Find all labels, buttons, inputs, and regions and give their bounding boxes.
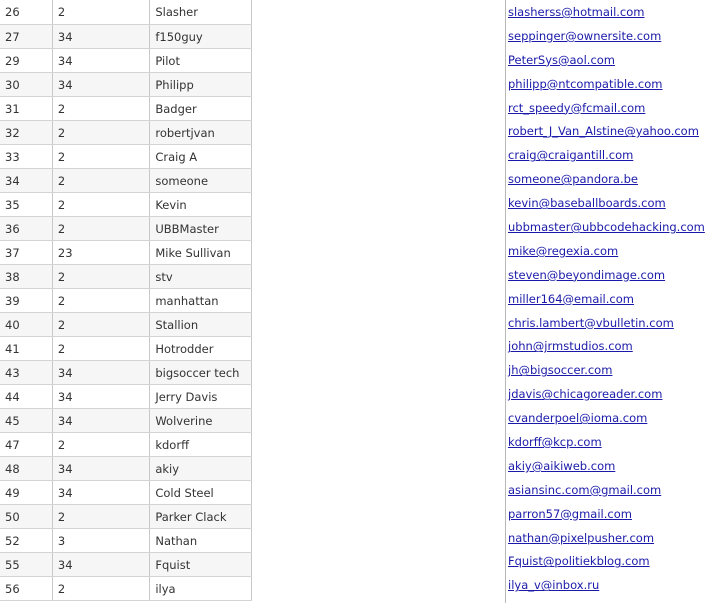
user-group-cell: 34 [52, 457, 149, 481]
email-row [506, 526, 728, 550]
user-group-cell: 2 [52, 0, 149, 25]
user-id-cell: 36 [0, 217, 52, 241]
email-row [506, 72, 728, 96]
email-link[interactable]: philipp@ntcompatible.com [508, 76, 663, 91]
email-row [506, 334, 728, 358]
email-link[interactable]: kevin@baseballboards.com [508, 196, 666, 211]
email-row [506, 0, 728, 24]
user-id-cell: 44 [0, 385, 52, 409]
email-link[interactable]: jh@bigsoccer.com [508, 363, 613, 378]
username-cell: Jerry Davis [150, 385, 252, 409]
table-row [0, 121, 252, 145]
table-row [0, 457, 252, 481]
email-row [506, 502, 728, 526]
email-link[interactable]: PeterSys@aol.com [508, 52, 616, 67]
user-group-cell: 2 [52, 265, 149, 289]
username-cell: akiy [150, 457, 252, 481]
email-row [506, 215, 728, 239]
table-row [0, 217, 252, 241]
table-row [0, 337, 252, 361]
table-row [0, 73, 252, 97]
username-cell: Nathan [150, 529, 252, 553]
username-cell: someone [150, 169, 252, 193]
email-row [506, 24, 728, 48]
email-row [506, 573, 728, 597]
table-row [0, 361, 252, 385]
email-link[interactable]: steven@beyondimage.com [508, 267, 666, 282]
username-cell: manhattan [150, 289, 252, 313]
email-link[interactable]: craig@craigantill.com [508, 148, 634, 163]
username-cell: Parker Clack [150, 505, 252, 529]
user-id-cell: 35 [0, 193, 52, 217]
email-link[interactable]: ilya_v@inbox.ru [508, 578, 600, 593]
email-link[interactable]: john@jrmstudios.com [508, 339, 633, 354]
user-id-cell: 47 [0, 433, 52, 457]
user-group-cell: 2 [52, 145, 149, 169]
table-row [0, 289, 252, 313]
email-row [506, 263, 728, 287]
table-row [0, 0, 252, 25]
email-link[interactable]: parron57@gmail.com [508, 506, 632, 521]
table-row [0, 25, 252, 49]
table-row [0, 49, 252, 73]
user-id-cell: 39 [0, 289, 52, 313]
user-table-body [0, 0, 252, 601]
username-cell: Mike Sullivan [150, 241, 252, 265]
user-id-cell: 50 [0, 505, 52, 529]
table-row [0, 553, 252, 577]
email-link[interactable]: asiansinc.com@gmail.com [508, 482, 662, 497]
username-cell: Hotrodder [150, 337, 252, 361]
username-cell: kdorff [150, 433, 252, 457]
email-link[interactable]: jdavis@chicagoreader.com [508, 387, 663, 402]
user-group-cell: 2 [52, 121, 149, 145]
username-cell: Stallion [150, 313, 252, 337]
table-row [0, 505, 252, 529]
table-row [0, 145, 252, 169]
table-row [0, 433, 252, 457]
email-row [506, 167, 728, 191]
username-cell: f150guy [150, 25, 252, 49]
email-row [506, 382, 728, 406]
email-link[interactable]: kdorff@kcp.com [508, 435, 602, 450]
email-row [506, 191, 728, 215]
email-row [506, 454, 728, 478]
user-group-cell: 3 [52, 529, 149, 553]
email-link[interactable]: someone@pandora.be [508, 172, 638, 187]
user-id-cell: 48 [0, 457, 52, 481]
user-group-cell: 34 [52, 481, 149, 505]
user-group-cell: 34 [52, 553, 149, 577]
email-row [506, 430, 728, 454]
user-group-cell: 23 [52, 241, 149, 265]
user-id-cell: 27 [0, 25, 52, 49]
user-id-cell: 49 [0, 481, 52, 505]
email-row [506, 358, 728, 382]
username-cell: Craig A [150, 145, 252, 169]
user-group-cell: 2 [52, 169, 149, 193]
email-link[interactable]: chris.lambert@vbulletin.com [508, 315, 674, 330]
email-row [506, 119, 728, 143]
email-row [506, 478, 728, 502]
user-id-cell: 38 [0, 265, 52, 289]
user-id-cell: 52 [0, 529, 52, 553]
email-link[interactable]: seppinger@ownersite.com [508, 28, 662, 43]
username-cell: robertjvan [150, 121, 252, 145]
user-id-cell: 33 [0, 145, 52, 169]
user-group-cell: 2 [52, 337, 149, 361]
table-row [0, 193, 252, 217]
table-row [0, 385, 252, 409]
email-row [506, 406, 728, 430]
table-row [0, 313, 252, 337]
email-link[interactable]: Fquist@politiekblog.com [508, 554, 650, 569]
email-link[interactable]: slasherss@hotmail.com [508, 5, 645, 19]
user-id-cell: 43 [0, 361, 52, 385]
user-group-cell: 2 [52, 505, 149, 529]
user-table [0, 0, 252, 601]
table-row [0, 169, 252, 193]
user-group-cell: 34 [52, 385, 149, 409]
table-row [0, 265, 252, 289]
email-row [506, 287, 728, 311]
user-group-cell: 34 [52, 25, 149, 49]
user-group-cell: 34 [52, 361, 149, 385]
email-link[interactable]: nathan@pixelpusher.com [508, 530, 655, 545]
user-id-cell: 55 [0, 553, 52, 577]
email-link[interactable]: miller164@email.com [508, 291, 634, 306]
email-link[interactable]: robert_J_Van_Alstine@yahoo.com [508, 124, 699, 139]
username-cell: ilya [150, 577, 252, 601]
username-cell: stv [150, 265, 252, 289]
user-id-cell: 37 [0, 241, 52, 265]
username-cell: Pilot [150, 49, 252, 73]
email-column [505, 0, 728, 603]
user-id-cell: 56 [0, 577, 52, 601]
table-row [0, 409, 252, 433]
email-row [506, 96, 728, 120]
user-group-cell: 2 [52, 433, 149, 457]
email-row [506, 143, 728, 167]
email-link[interactable]: akiy@aikiweb.com [508, 458, 616, 473]
username-cell: Wolverine [150, 409, 252, 433]
user-group-cell: 2 [52, 313, 149, 337]
username-cell: Philipp [150, 73, 252, 97]
user-group-cell: 2 [52, 217, 149, 241]
username-cell: UBBMaster [150, 217, 252, 241]
table-row [0, 529, 252, 553]
user-id-cell: 34 [0, 169, 52, 193]
email-row [506, 239, 728, 263]
table-row [0, 241, 252, 265]
user-id-cell: 45 [0, 409, 52, 433]
user-group-cell: 2 [52, 577, 149, 601]
username-cell: Fquist [150, 553, 252, 577]
user-group-cell: 34 [52, 49, 149, 73]
user-group-cell: 34 [52, 73, 149, 97]
user-id-cell: 31 [0, 97, 52, 121]
username-cell: bigsoccer tech [150, 361, 252, 385]
email-link[interactable]: rct_speedy@fcmail.com [508, 100, 646, 115]
username-cell: Slasher [150, 0, 252, 25]
username-cell: Badger [150, 97, 252, 121]
email-link[interactable]: mike@regexia.com [508, 243, 619, 258]
username-cell: Kevin [150, 193, 252, 217]
user-id-cell: 26 [0, 0, 52, 25]
table-row [0, 97, 252, 121]
user-id-cell: 29 [0, 49, 52, 73]
user-id-cell: 41 [0, 337, 52, 361]
email-link[interactable]: cvanderpoel@ioma.com [508, 411, 648, 426]
user-group-cell: 34 [52, 409, 149, 433]
table-row [0, 577, 252, 601]
email-row [506, 48, 728, 72]
user-group-cell: 2 [52, 97, 149, 121]
user-id-cell: 30 [0, 73, 52, 97]
user-group-cell: 2 [52, 289, 149, 313]
user-id-cell: 40 [0, 313, 52, 337]
username-cell: Cold Steel [150, 481, 252, 505]
email-link[interactable]: ubbmaster@ubbcodehacking.com [508, 220, 705, 235]
user-id-cell: 32 [0, 121, 52, 145]
table-row [0, 481, 252, 505]
email-row [506, 549, 728, 573]
user-group-cell: 2 [52, 193, 149, 217]
email-row [506, 311, 728, 335]
